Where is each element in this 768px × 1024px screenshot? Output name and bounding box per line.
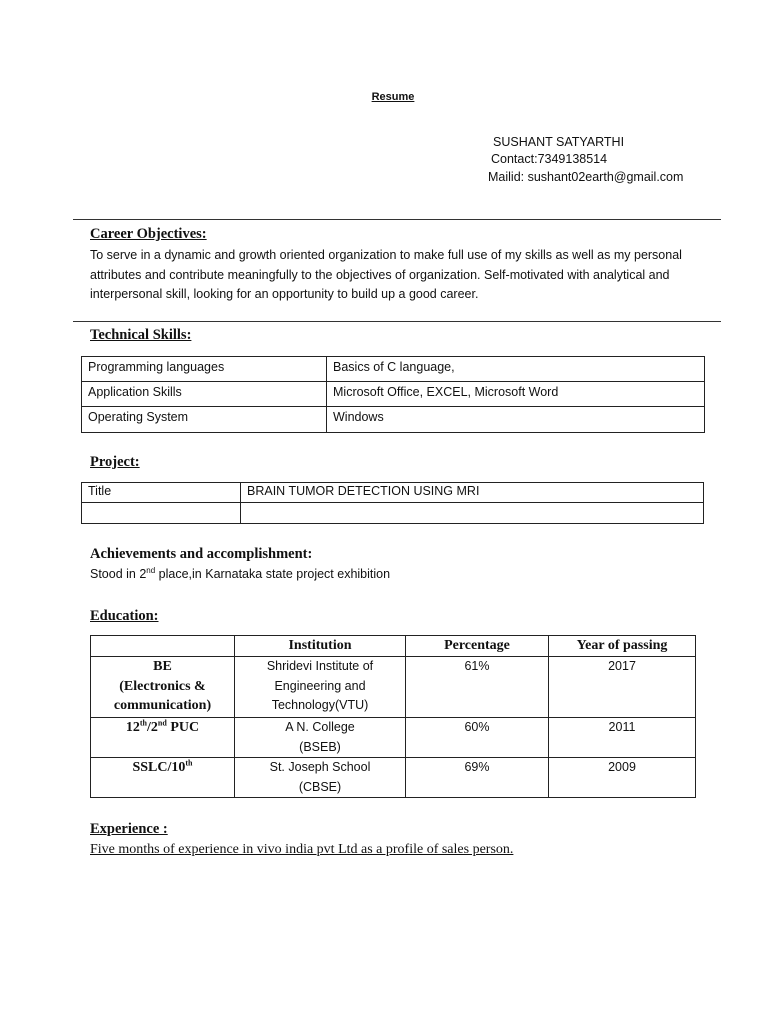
education-level	[91, 758, 235, 798]
level-line: BE	[153, 659, 172, 674]
education-year: 2017	[549, 657, 696, 718]
table-row	[91, 657, 696, 718]
education-year: 2009	[549, 758, 696, 798]
education-level	[91, 718, 235, 758]
institution-line: (CBSE)	[298, 779, 342, 794]
level-sup: th	[139, 718, 148, 728]
career-objectives-heading: Career Objectives:	[90, 226, 207, 242]
education-percentage: 61%	[406, 657, 549, 718]
education-level	[91, 657, 235, 718]
achievement-pre: Stood in 2	[90, 567, 147, 581]
level-sup: nd	[157, 718, 167, 728]
level-line: (Electronics &	[119, 678, 206, 694]
contact-phone	[491, 152, 607, 166]
level-part: SSLC/10	[132, 760, 186, 775]
level-part: PUC	[166, 720, 200, 735]
skill-value: Basics of C language,	[327, 357, 705, 382]
institution-line: Technology(VTU)	[271, 698, 369, 712]
table-row	[82, 407, 705, 433]
column-header	[91, 636, 235, 657]
skill-label: Programming languages	[82, 357, 327, 382]
project-title: BRAIN TUMOR DETECTION USING MRI	[241, 483, 704, 503]
education-percentage: 60%	[406, 718, 549, 758]
contact-phone-label: Contact:	[491, 152, 538, 166]
technical-skills-heading: Technical Skills:	[90, 327, 192, 343]
table-row	[82, 357, 705, 382]
column-header: Year of passing	[549, 636, 696, 657]
achievements-text	[90, 567, 390, 581]
table-header-row	[91, 636, 696, 657]
institution-line: St. Joseph School	[269, 760, 371, 774]
career-objectives-text: To serve in a dynamic and growth oriented organization to make full use of my skills as well as my personal attributes and contribute meaningfully to the objectives of organization. Self-motivated with analytical and interpersonal skill, looking for an opportunity to build up a good career.	[90, 248, 682, 302]
candidate-name: SUSHANT SATYARTHI	[493, 135, 625, 149]
achievement-sup: nd	[146, 565, 156, 575]
empty-cell	[241, 503, 704, 524]
skills-table	[81, 356, 705, 433]
skill-value: Microsoft Office, EXCEL, Microsoft Word	[327, 382, 705, 407]
project-table	[81, 482, 704, 524]
education-percentage: 69%	[406, 758, 549, 798]
contact-phone-number: 7349138514	[537, 152, 608, 166]
experience-text: Five months of experience in vivo india pvt Ltd as a profile of sales person.	[90, 842, 514, 857]
education-institution	[235, 657, 406, 718]
education-institution	[235, 718, 406, 758]
divider	[73, 321, 721, 322]
document-title: Resume	[371, 91, 415, 103]
achievements-heading: Achievements and accomplishment:	[90, 546, 313, 562]
institution-line: Engineering and	[274, 678, 366, 693]
achievement-post: place,in Karnataka state project exhibition	[155, 567, 391, 581]
education-heading: Education:	[90, 608, 159, 624]
skill-label: Application Skills	[82, 382, 327, 407]
institution-line: A N. College	[285, 720, 355, 734]
experience-heading: Experience :	[90, 821, 168, 837]
table-row	[82, 483, 704, 503]
divider	[73, 219, 721, 220]
institution-line: (BSEB)	[299, 739, 341, 754]
skill-label: Operating System	[82, 407, 327, 433]
table-row	[91, 718, 696, 758]
skill-value: Windows	[327, 407, 705, 433]
project-label: Title	[82, 483, 241, 503]
level-part: /2	[147, 720, 158, 735]
table-row	[91, 758, 696, 798]
education-year: 2011	[549, 718, 696, 758]
institution-line: Shridevi Institute of	[266, 659, 374, 673]
empty-cell	[82, 503, 241, 524]
level-line: communication)	[113, 698, 212, 713]
education-table	[90, 635, 696, 798]
table-row	[82, 503, 704, 524]
level-sup: th	[185, 758, 193, 768]
column-header: Institution	[235, 636, 406, 657]
level-part: 12	[125, 720, 140, 735]
project-heading: Project:	[90, 454, 140, 470]
table-row	[82, 382, 705, 407]
column-header: Percentage	[406, 636, 549, 657]
education-institution	[235, 758, 406, 798]
contact-mail: Mailid: sushant02earth@gmail.com	[488, 170, 684, 184]
